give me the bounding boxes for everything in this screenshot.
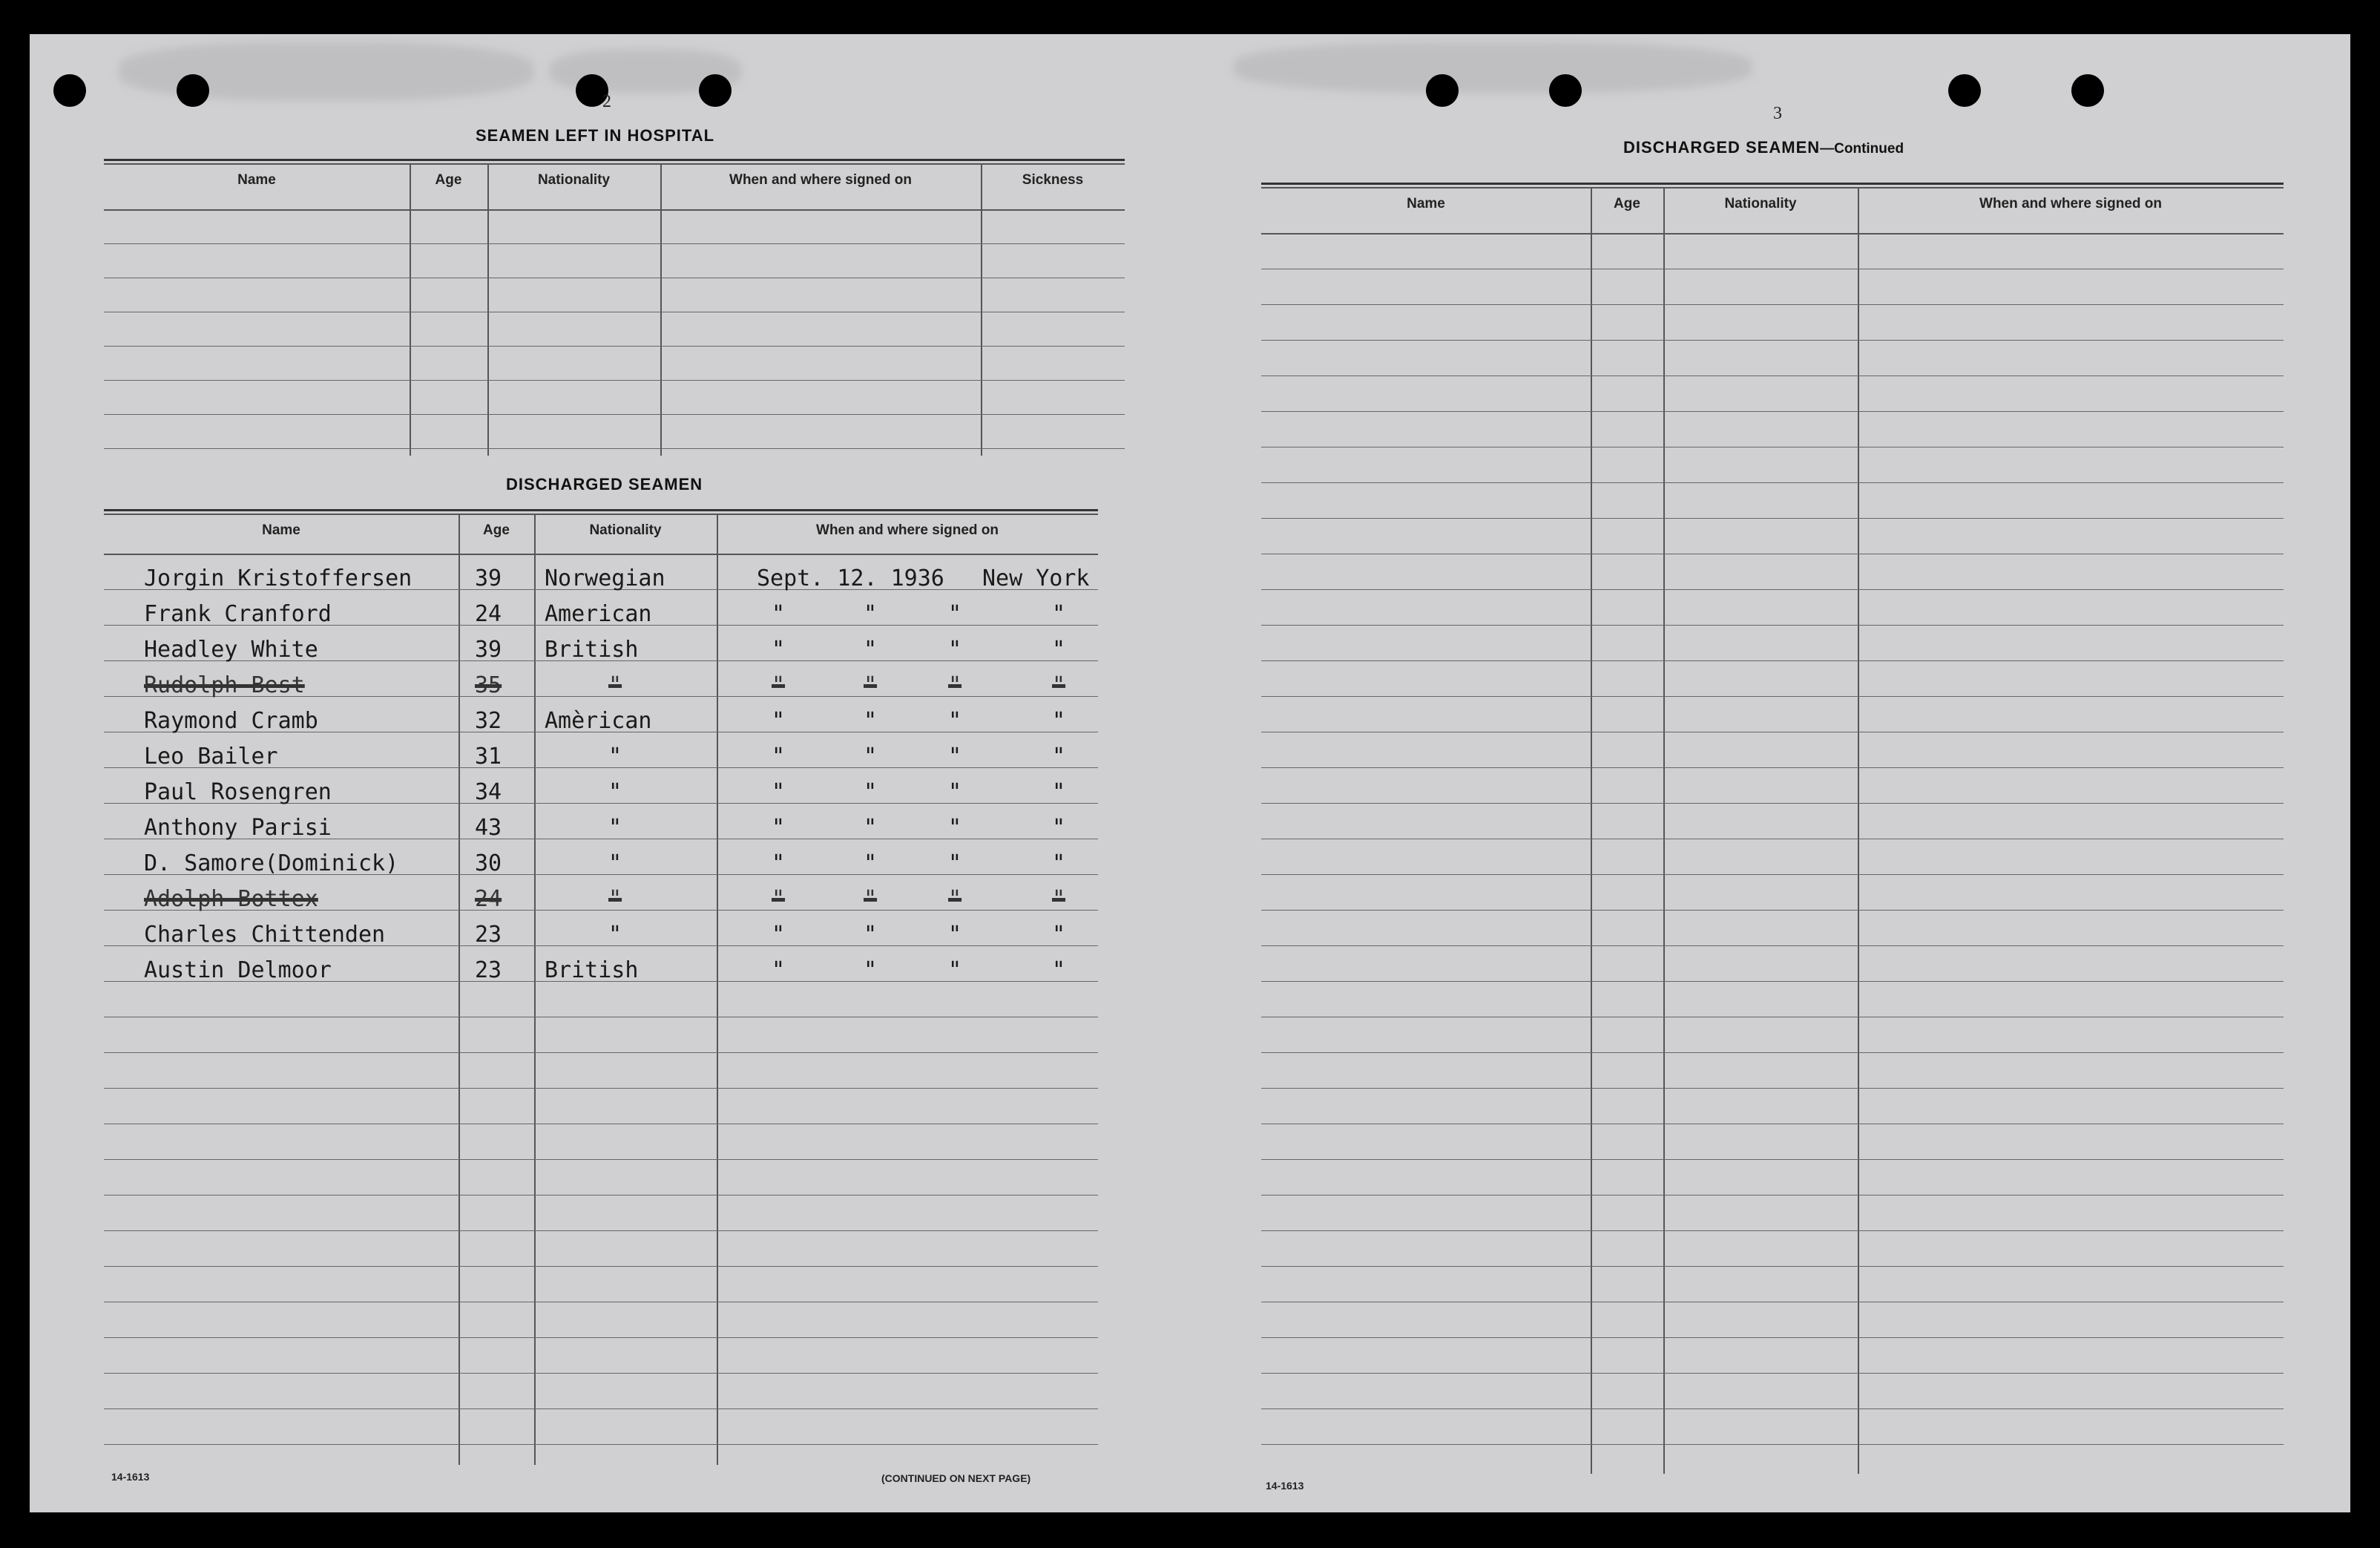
seaman-age: 34 xyxy=(475,779,502,805)
row-rule xyxy=(1261,1373,2284,1374)
seaman-age: 39 xyxy=(475,637,502,663)
header-rule xyxy=(1261,233,2284,235)
ditto-mark: " xyxy=(772,922,786,948)
row-rule xyxy=(104,1052,1098,1053)
row-rule xyxy=(1261,1159,2284,1160)
row-rule xyxy=(1261,375,2284,376)
ditto-mark: " xyxy=(1052,850,1066,876)
ditto-mark: " xyxy=(772,672,786,698)
row-rule xyxy=(1261,589,2284,590)
row-rule xyxy=(1261,1088,2284,1089)
row-rule xyxy=(1261,660,2284,661)
seaman-name: Leo Bailer xyxy=(144,744,278,770)
table-top-rule xyxy=(104,509,1098,511)
column-header: When and where signed on xyxy=(1979,196,2162,211)
seaman-name: Rudolph Best xyxy=(144,672,305,698)
row-rule xyxy=(1261,803,2284,804)
column-divider xyxy=(410,163,411,456)
ditto-mark: " xyxy=(772,744,786,770)
ditto-mark: " xyxy=(948,850,962,876)
seaman-name: Charles Chittenden xyxy=(144,922,386,948)
header-rule xyxy=(104,209,1125,211)
column-header: Name xyxy=(1407,196,1445,211)
row-rule xyxy=(1261,411,2284,412)
seaman-name: Paul Rosengren xyxy=(144,779,332,805)
row-rule xyxy=(104,243,1125,244)
ink-smudge xyxy=(1233,42,1752,94)
signed-on-date: Sept. 12. 1936 xyxy=(757,565,944,591)
table-top-rule xyxy=(1261,183,2284,185)
ditto-mark: " xyxy=(948,708,962,734)
ditto-mark: " xyxy=(864,850,878,876)
column-header: Sickness xyxy=(1022,172,1084,188)
column-divider xyxy=(717,514,718,1465)
ditto-mark: " xyxy=(864,637,878,663)
seaman-nationality: " xyxy=(608,779,622,805)
punch-hole xyxy=(1549,74,1582,107)
row-rule xyxy=(1261,874,2284,875)
ditto-mark: " xyxy=(864,922,878,948)
seaman-age: 35 xyxy=(475,672,502,698)
row-rule xyxy=(1261,482,2284,483)
ditto-mark: " xyxy=(1052,744,1066,770)
table-top-rule xyxy=(104,514,1098,515)
column-header: Age xyxy=(1614,196,1640,211)
ditto-mark: " xyxy=(772,779,786,805)
ditto-mark: " xyxy=(1052,957,1066,983)
column-divider xyxy=(1591,187,1592,1474)
punch-hole xyxy=(2071,74,2104,107)
column-divider xyxy=(981,163,982,456)
seaman-nationality: " xyxy=(608,672,622,698)
column-divider xyxy=(487,163,489,456)
ditto-mark: " xyxy=(1052,672,1066,698)
row-rule xyxy=(1261,1337,2284,1338)
ditto-mark: " xyxy=(1052,815,1066,841)
seaman-nationality: " xyxy=(608,850,622,876)
ditto-mark: " xyxy=(948,957,962,983)
ditto-mark: " xyxy=(1052,886,1066,912)
ditto-mark: " xyxy=(772,601,786,627)
seaman-name: Anthony Parisi xyxy=(144,815,332,841)
ditto-mark: " xyxy=(864,957,878,983)
row-rule xyxy=(1261,767,2284,768)
ditto-mark: " xyxy=(948,886,962,912)
column-header: Name xyxy=(262,522,300,538)
ditto-mark: " xyxy=(772,708,786,734)
row-rule xyxy=(1261,1444,2284,1445)
column-header: Nationality xyxy=(1724,196,1797,211)
seaman-nationality: " xyxy=(608,922,622,948)
seaman-name: D. Samore(Dominick) xyxy=(144,850,399,876)
row-rule xyxy=(1261,1195,2284,1196)
table-top-rule xyxy=(104,163,1125,165)
row-rule xyxy=(104,1088,1098,1089)
seaman-age: 24 xyxy=(475,601,502,627)
seaman-nationality: Amèrican xyxy=(545,708,652,734)
row-rule xyxy=(1261,945,2284,946)
row-rule xyxy=(1261,910,2284,911)
ditto-mark: " xyxy=(1052,922,1066,948)
column-divider xyxy=(534,514,536,1465)
left-page xyxy=(30,34,1203,1512)
ditto-mark: " xyxy=(948,779,962,805)
ditto-mark: " xyxy=(772,637,786,663)
seaman-age: 43 xyxy=(475,815,502,841)
seaman-age: 30 xyxy=(475,850,502,876)
signed-on-place: New York xyxy=(982,565,1090,591)
ditto-mark: " xyxy=(864,886,878,912)
column-header: Age xyxy=(483,522,510,538)
row-rule xyxy=(104,1373,1098,1374)
column-header: When and where signed on xyxy=(816,522,999,538)
ditto-mark: " xyxy=(772,886,786,912)
seaman-nationality: British xyxy=(545,957,639,983)
seaman-name: Austin Delmoor xyxy=(144,957,332,983)
row-rule xyxy=(1261,1230,2284,1231)
row-rule xyxy=(104,448,1125,449)
punch-hole xyxy=(699,74,732,107)
punch-hole xyxy=(1948,74,1981,107)
row-rule xyxy=(104,380,1125,381)
seaman-name: Adolph Bottex xyxy=(144,886,318,912)
ditto-mark: " xyxy=(948,637,962,663)
hospital-section-title: SEAMEN LEFT IN HOSPITAL xyxy=(476,126,715,145)
row-rule xyxy=(104,1444,1098,1445)
seaman-name: Raymond Cramb xyxy=(144,708,318,734)
ditto-mark: " xyxy=(1052,708,1066,734)
continued-section-title: DISCHARGED SEAMEN—Continued xyxy=(1623,138,1904,157)
page-number: 3 xyxy=(1773,104,1782,123)
row-rule xyxy=(1261,304,2284,305)
table-top-rule xyxy=(104,159,1125,161)
ditto-mark: " xyxy=(948,922,962,948)
ditto-mark: " xyxy=(1052,779,1066,805)
row-rule xyxy=(1261,1408,2284,1409)
ditto-mark: " xyxy=(948,672,962,698)
ditto-mark: " xyxy=(772,815,786,841)
punch-hole xyxy=(177,74,209,107)
row-rule xyxy=(104,1266,1098,1267)
seaman-name: Headley White xyxy=(144,637,318,663)
seaman-age: 32 xyxy=(475,708,502,734)
ditto-mark: " xyxy=(1052,637,1066,663)
row-rule xyxy=(1261,696,2284,697)
row-rule xyxy=(104,414,1125,415)
seaman-nationality: " xyxy=(608,815,622,841)
row-rule xyxy=(1261,625,2284,626)
form-number: 14-1613 xyxy=(1266,1480,1304,1492)
row-rule xyxy=(104,1230,1098,1231)
ditto-mark: " xyxy=(864,815,878,841)
row-rule xyxy=(104,1159,1098,1160)
row-rule xyxy=(1261,981,2284,982)
row-rule xyxy=(1261,518,2284,519)
row-rule xyxy=(1261,340,2284,341)
column-divider xyxy=(1663,187,1665,1474)
seaman-nationality: British xyxy=(545,637,639,663)
ditto-mark: " xyxy=(948,744,962,770)
seaman-nationality: Norwegian xyxy=(545,565,665,591)
seaman-nationality: " xyxy=(608,744,622,770)
row-rule xyxy=(104,1195,1098,1196)
column-header: Nationality xyxy=(589,522,662,538)
ditto-mark: " xyxy=(864,779,878,805)
punch-hole xyxy=(53,74,86,107)
column-header: Nationality xyxy=(537,172,611,188)
seaman-name: Jorgin Kristoffersen xyxy=(144,565,412,591)
column-header: When and where signed on xyxy=(729,172,912,188)
ditto-mark: " xyxy=(772,850,786,876)
column-divider xyxy=(1858,187,1859,1474)
seaman-name: Frank Cranford xyxy=(144,601,332,627)
ditto-mark: " xyxy=(864,708,878,734)
ditto-mark: " xyxy=(772,957,786,983)
seaman-age: 31 xyxy=(475,744,502,770)
column-header: Age xyxy=(435,172,462,188)
row-rule xyxy=(104,1408,1098,1409)
row-rule xyxy=(104,1337,1098,1338)
seaman-nationality: " xyxy=(608,886,622,912)
seaman-nationality: American xyxy=(545,601,652,627)
punch-hole xyxy=(1426,74,1459,107)
column-divider xyxy=(458,514,460,1465)
ditto-mark: " xyxy=(864,672,878,698)
ditto-mark: " xyxy=(948,601,962,627)
ditto-mark: " xyxy=(864,601,878,627)
continued-note: (CONTINUED ON NEXT PAGE) xyxy=(881,1472,1031,1484)
seaman-age: 23 xyxy=(475,922,502,948)
row-rule xyxy=(104,346,1125,347)
table-top-rule xyxy=(1261,187,2284,188)
seaman-age: 24 xyxy=(475,886,502,912)
column-divider xyxy=(660,163,662,456)
form-number: 14-1613 xyxy=(111,1471,150,1483)
seaman-age: 39 xyxy=(475,565,502,591)
ditto-mark: " xyxy=(864,744,878,770)
discharged-section-title: DISCHARGED SEAMEN xyxy=(506,475,703,493)
ditto-mark: " xyxy=(1052,601,1066,627)
row-rule xyxy=(1261,1052,2284,1053)
seaman-age: 23 xyxy=(475,957,502,983)
header-rule xyxy=(104,554,1098,555)
right-page xyxy=(1203,34,2350,1512)
ditto-mark: " xyxy=(948,815,962,841)
page-number: 2 xyxy=(602,92,611,111)
column-header: Name xyxy=(237,172,276,188)
row-rule xyxy=(1261,1266,2284,1267)
